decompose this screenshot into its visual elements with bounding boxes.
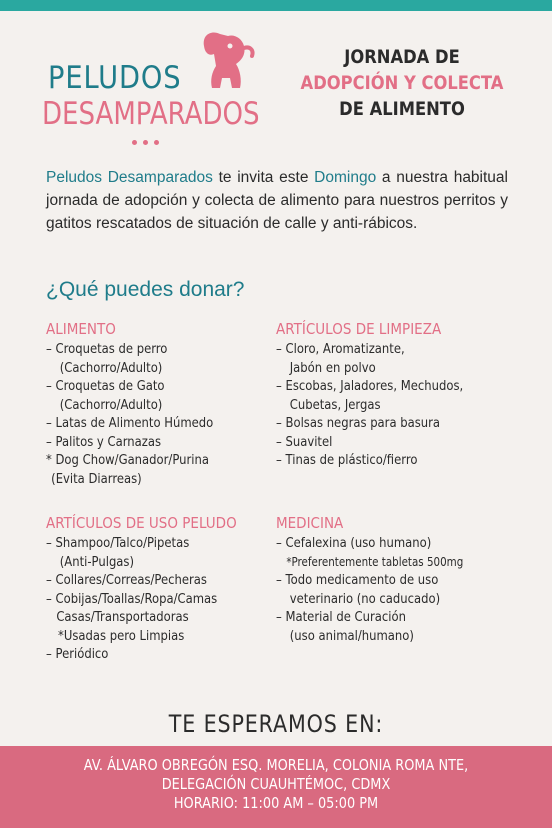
list-item: – Shampoo/Talco/Pipetas (46, 535, 190, 551)
footer-title: TE ESPERAMOS EN: (168, 710, 384, 738)
address-line-1: AV. ÁLVARO OBREGÓN ESQ. MORELIA, COLONIA ROMA NTE, (83, 756, 469, 774)
list-item: – Tinas de plástico/fierro (276, 452, 418, 468)
list-item: (Anti-Pulgas) (59, 553, 135, 570)
list-item: Casas/Transportadoras (56, 609, 189, 625)
list-item: – Periódico (46, 646, 109, 662)
logo-word-desamparados: DESAMPARADOS (42, 96, 260, 132)
logo-word-peludos: PELUDOS (48, 60, 182, 96)
section-alimento (46, 320, 286, 488)
list-item: * Dog Chow/Ganador/Purina (46, 452, 209, 468)
headline-line-3: DE ALIMENTO (339, 98, 465, 120)
section-medicina (276, 514, 516, 645)
top-color-band (0, 0, 552, 11)
dog-icon (190, 26, 260, 96)
intro-org-name: Peludos Desamparados (46, 169, 213, 186)
headline-line-2: ADOPCIÓN Y COLECTA (300, 72, 504, 94)
list-item: – Cloro, Aromatizante, (276, 341, 405, 357)
section-title: ARTÍCULOS DE USO PELUDO (46, 514, 237, 532)
list-item: *Preferentemente tabletas 500mg (286, 554, 464, 569)
intro-paragraph (46, 166, 508, 235)
list-item: – Latas de Alimento Húmedo (46, 415, 214, 431)
list-item: – Todo medicamento de uso (276, 572, 439, 588)
list-item: – Bolsas negras para basura (276, 415, 441, 431)
donate-title: ¿Qué puedes donar? (46, 278, 245, 301)
list-item: – Palitos y Carnazas (46, 433, 162, 450)
list-item: – Croquetas de Gato (46, 378, 165, 394)
logo (40, 24, 270, 154)
list-item: – Cefalexina (uso humano) (276, 535, 432, 551)
logo-dots (132, 132, 165, 150)
section-title: MEDICINA (276, 514, 344, 532)
section-limpieza (276, 320, 516, 470)
intro-day: Domingo (314, 169, 377, 186)
list-item: – Croquetas de perro (46, 341, 168, 357)
intro-text-2: a nuestra habitual jornada de adopción y colecta de alimento para nuestros perritos y gatitos rescatados de situación de calle y anti-rábicos. (46, 169, 508, 232)
section-title: ARTÍCULOS DE LIMPIEZA (276, 320, 442, 338)
headline-line-1: JORNADA DE (344, 46, 460, 68)
event-headline (299, 44, 505, 122)
section-title: ALIMENTO (46, 320, 116, 338)
section-uso-peludo (46, 514, 286, 664)
list-item: (uso animal/humano) (289, 627, 414, 644)
list-item: (Cachorro/Adulto) (59, 359, 163, 376)
list-item: *Usadas pero Limpias (58, 627, 185, 644)
address-line-2: DELEGACIÓN CUAUHTÉMOC, CDMX (161, 775, 391, 793)
list-item: (Evita Diarreas) (51, 470, 142, 487)
list-item: veterinario (no caducado) (289, 590, 441, 607)
intro-text-1: te invita este (212, 169, 315, 186)
hours-line: HORARIO: 11:00 AM – 05:00 PM (173, 794, 379, 812)
list-item: – Escobas, Jaladores, Mechudos, (276, 378, 464, 394)
list-item: – Cobijas/Toallas/Ropa/Camas (46, 590, 218, 607)
list-item: Cubetas, Jergas (289, 396, 381, 413)
list-item: Jabón en polvo (289, 359, 376, 376)
list-item: – Suavitel (276, 433, 333, 450)
footer-address (39, 756, 514, 813)
list-item: – Collares/Correas/Pecheras (46, 572, 207, 588)
list-item: – Material de Curación (276, 609, 406, 625)
list-item: (Cachorro/Adulto) (59, 396, 163, 413)
